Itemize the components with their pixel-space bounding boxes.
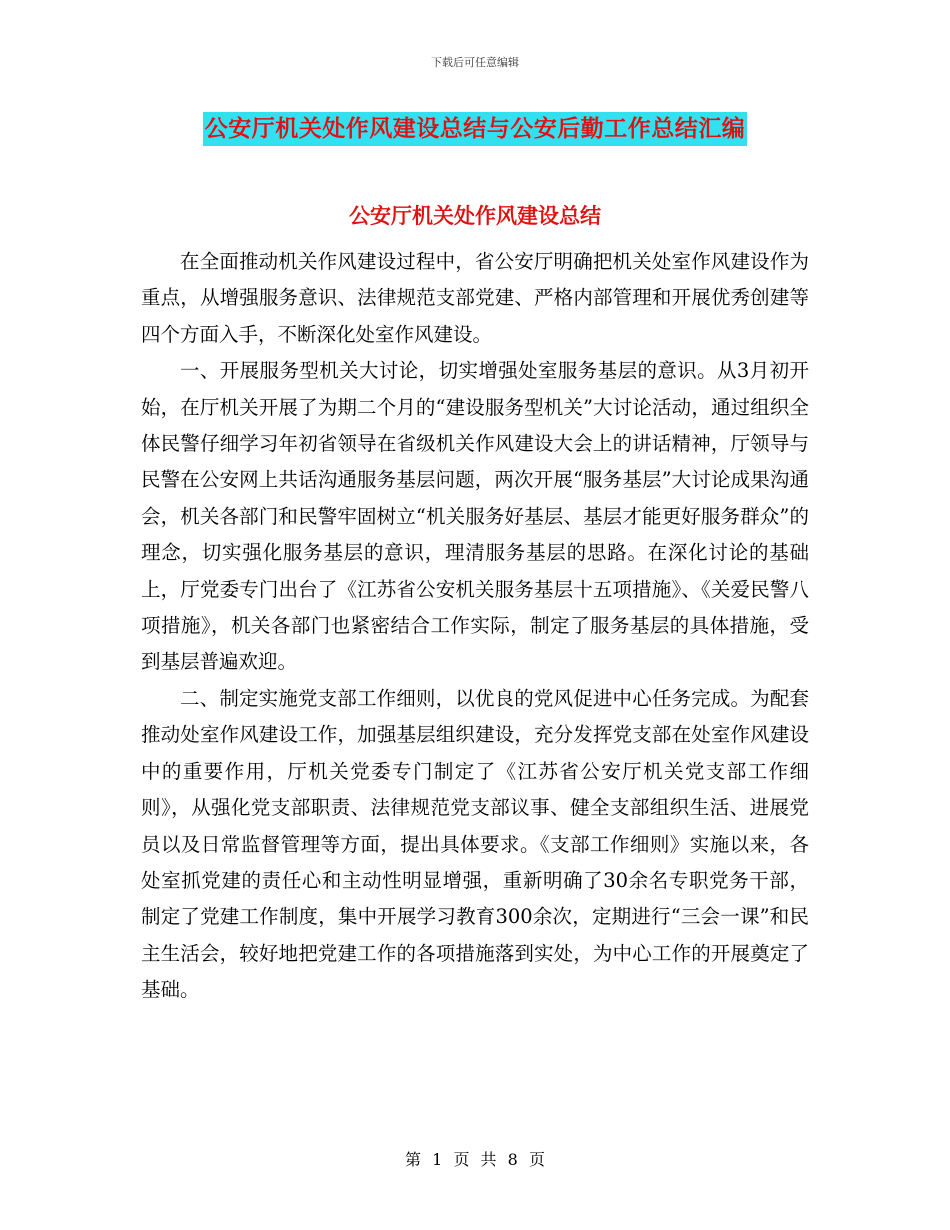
paragraph-intro: 在全面推动机关作风建设过程中，省公安厅明确把机关处室作风建设作为重点，从增强服务意识、法律规范支部党建、严格内部管理和开展优秀创建等四个方面入手，不断深化处室作风建设。 [141, 250, 809, 346]
footer-total-prefix: 共 [480, 1150, 497, 1169]
main-title: 公安厅机关处作风建设总结与公安后勤工作总结汇编 [203, 112, 748, 146]
header-note: 下载后可任意编辑 [431, 56, 519, 69]
footer-total-unit: 页 [528, 1150, 545, 1169]
footer-page-number: 1 [432, 1150, 443, 1169]
body-text [141, 244, 809, 1009]
footer-prefix: 第 [405, 1150, 422, 1169]
main-title-wrap [0, 112, 950, 146]
section-title: 公安厅机关处作风建设总结 [349, 203, 601, 228]
page-footer [0, 1147, 950, 1170]
footer-total-pages: 8 [507, 1150, 518, 1169]
footer-page-unit: 页 [453, 1150, 470, 1169]
paragraph-section-2: 二、制定实施党支部工作细则，以优良的党风促进中心任务完成。为配套推动处室作风建设工作，加强基层组织建设，充分发挥党支部在处室作风建设中的重要作用，厅机关党委专门制定了《江苏省公安厅机关党支部工作细则》，从强化党支部职责、法律规范党支部议事、健全支部组织生活、进展党员以及日常监督管理等方面，提出具体要求。《支部工作细则》实施以来，各处室抓党建的责任心和主动性明显增强，重新明确了30余名专职党务干部，制定了党建工作制度，集中开展学习教育300余次，定期进行“三会一课”和民主生活会，较好地把党建工作的各项措施落到实处，为中心工作的开展奠定了基础。 [141, 686, 809, 1002]
paragraph-section-1: 一、开展服务型机关大讨论，切实增强处室服务基层的意识。从3月初开始，在厅机关开展了为期二个月的“建设服务型机关”大讨论活动，通过组织全体民警仔细学习年初省领导在省级机关作风建设大会上的讲话精神，厅领导与民警在公安网上共话沟通服务基层问题，两次开展“服务基层”大讨论成果沟通会，机关各部门和民警牢固树立“机关服务好基层、基层才能更好服务群众”的理念，切实强化服务基层的意识，理清服务基层的思路。在深化讨论的基础上，厅党委专门出台了《江苏省公安机关服务基层十五项措施》、《关爱民警八项措施》，机关各部门也紧密结合工作实际，制定了服务基层的具体措施，受到基层普遍欢迎。 [141, 359, 809, 674]
